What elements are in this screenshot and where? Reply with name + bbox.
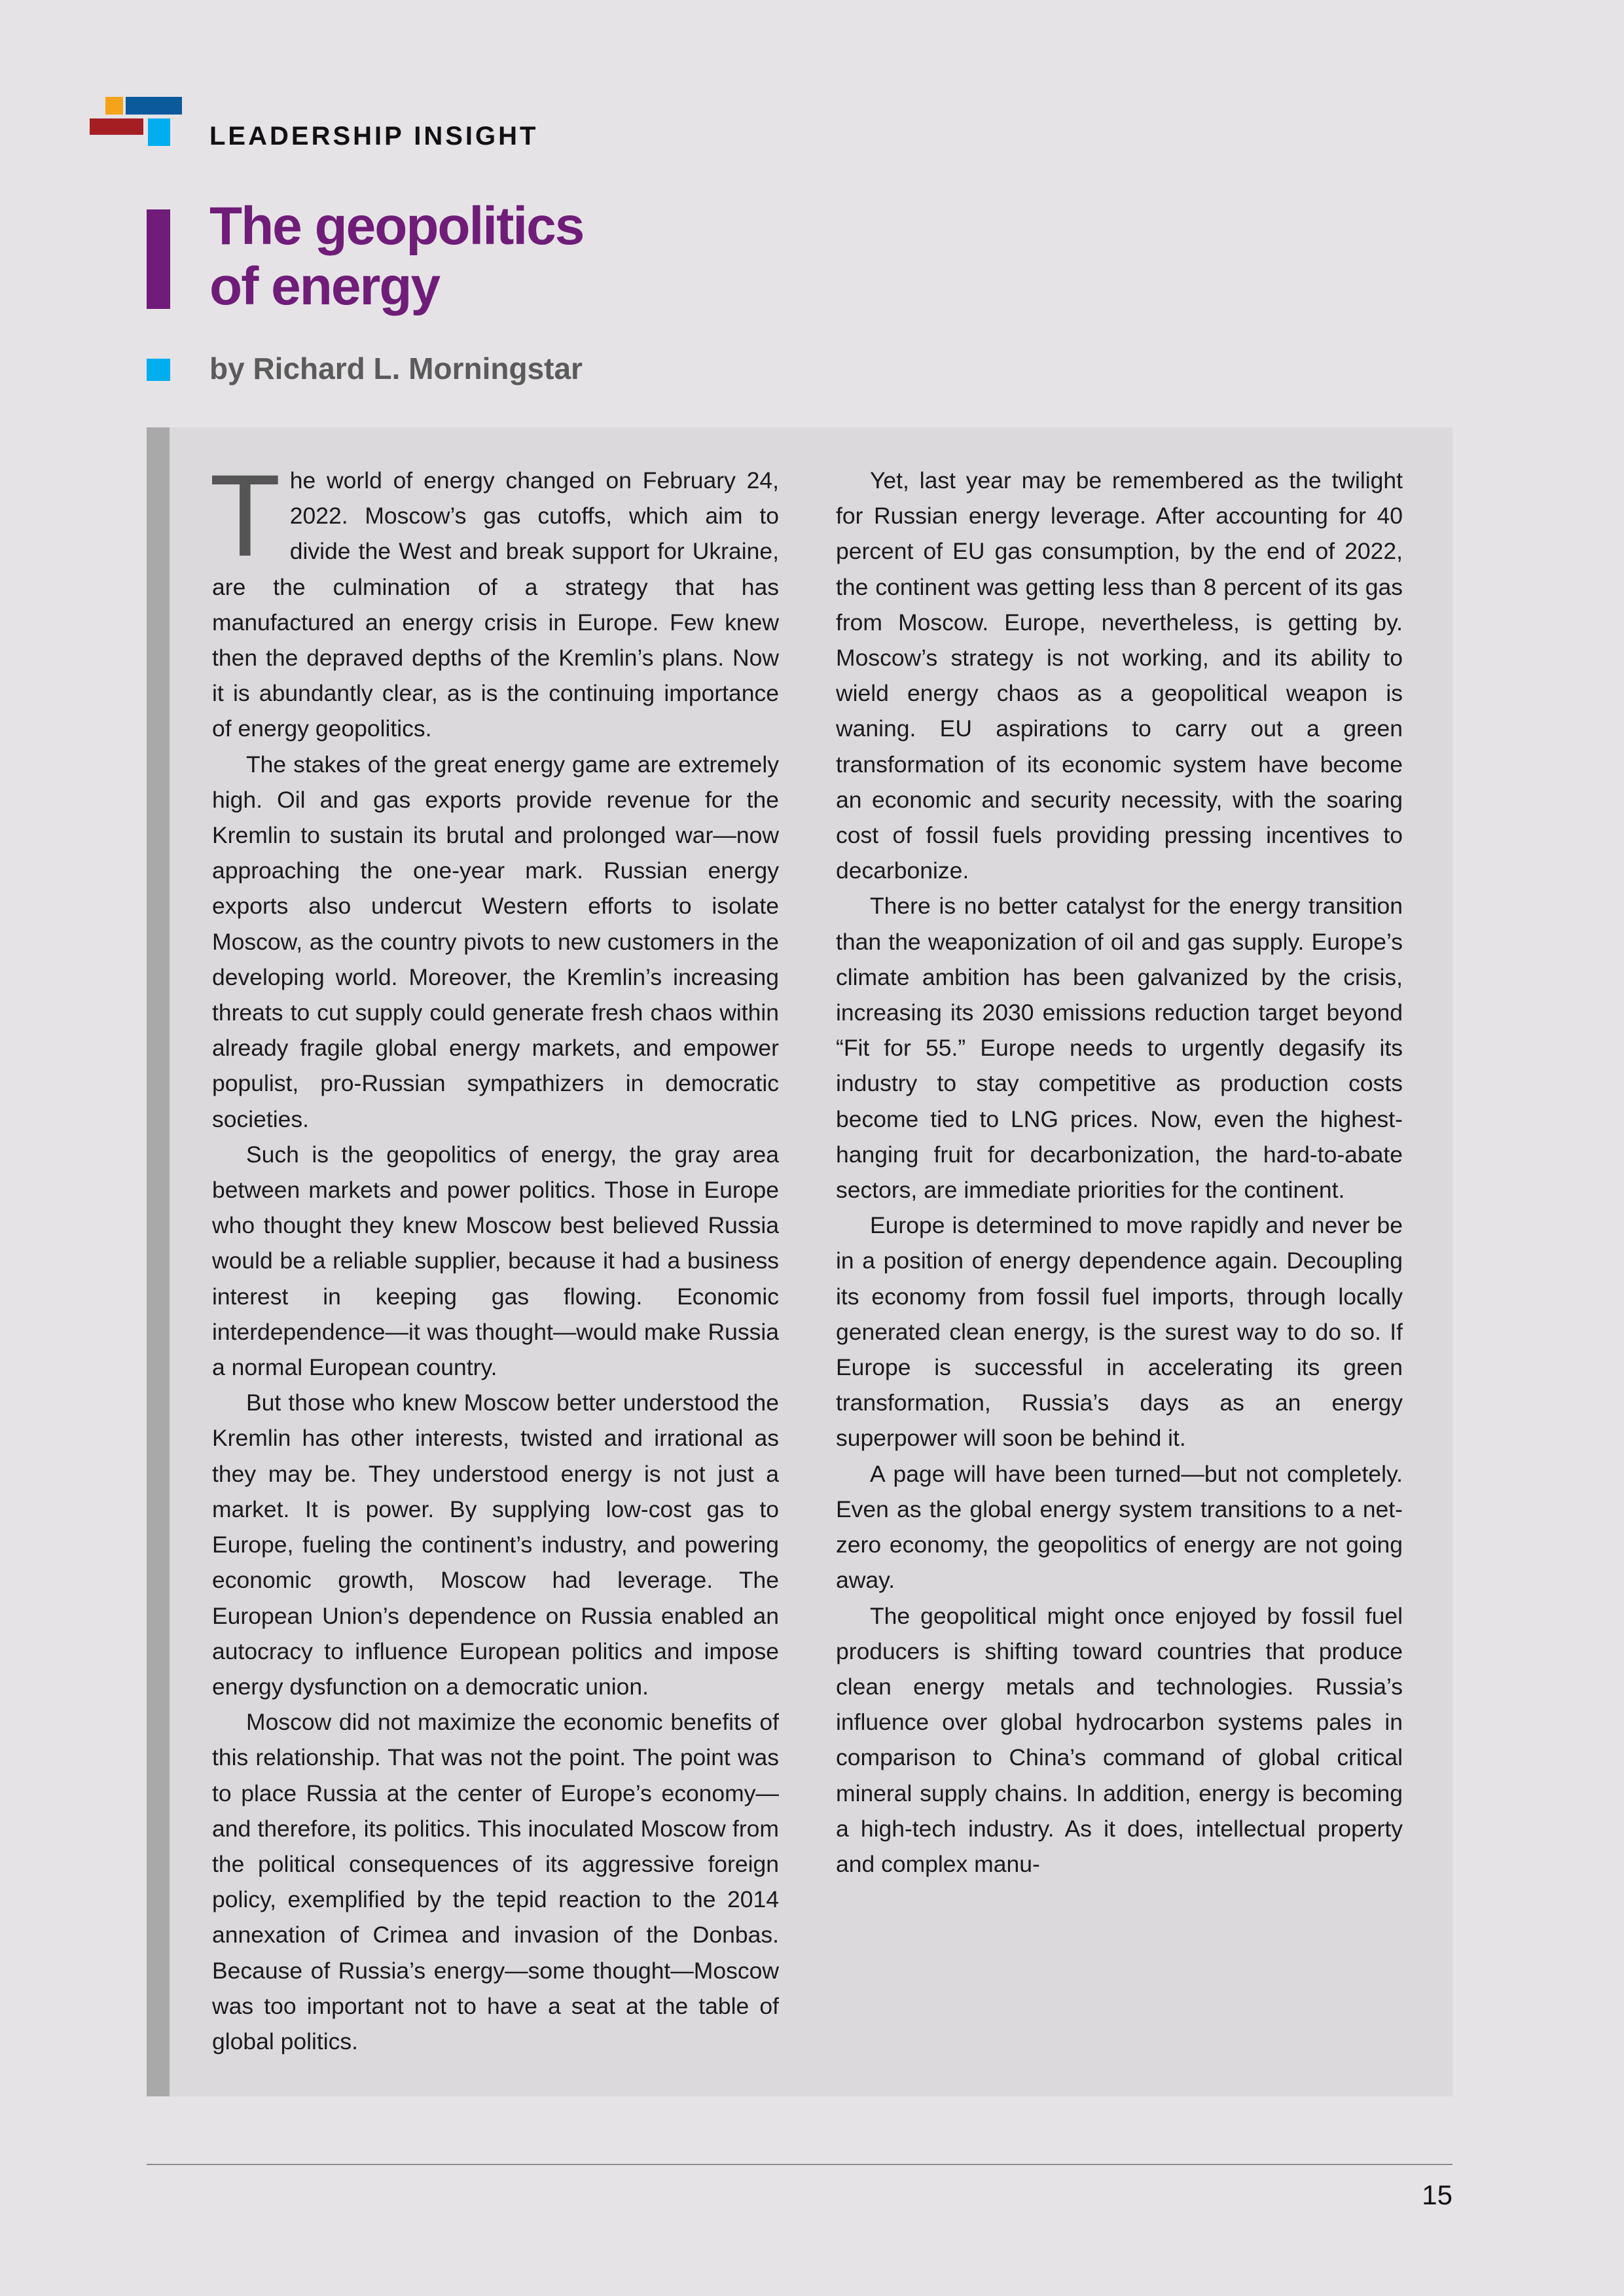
article-body (209, 450, 1403, 2060)
paragraph: There is no better catalyst for the energy transition than the weaponization of oil and gas supply. Europe’s climate ambition has been galvanized by the crisis, increasing its 2030 emissions reduction target beyond “Fit for 55.” Europe needs to urgently degasify its industry to stay competitive as production costs become tied to LNG prices. Now, even the highest-hanging fruit for decarbonization, the hard-to-abate sectors, are immediate priorities for the continent. (836, 893, 1403, 1204)
body-side-bar (147, 427, 170, 2096)
section-kicker: LEADERSHIP INSIGHT (209, 122, 539, 151)
paragraph (209, 450, 779, 747)
footer-rule (147, 2164, 1453, 2165)
paragraph: Yet, last year may be remembered as the twilight for Russian energy leverage. After accounting for 40 percent of EU gas consumption, by the end of 2022, the continent was getting less than 8 percent of its gas from Moscow. Europe, nevertheless, is getting by. Moscow’s strategy is not working, and its ability to wield energy chaos as a geopolitical weapon is waning. EU aspirations to carry out a green transformation of its economic system have become an economic and security necessity, with the soaring cost of fossil fuels providing pressing incentives to decarbonize. (836, 467, 1403, 884)
title-line-1: The geopolitics (209, 196, 584, 256)
paragraph-text: he world of energy changed on February 24, 2022. Moscow’s gas cutoffs, which aim to divide the West and break support for Ukraine, are the culmination of a strategy that has manufactured an energy crisis in Europe. Few knew then the depraved depths of the Kremlin’s plans. Now it is abundantly clear, as is the continuing importance of energy geopolitics. (212, 467, 779, 742)
byline: by Richard L. Morningstar (209, 351, 583, 386)
paragraph: A page will have been turned—but not completely. Even as the global energy system transitions to a net-zero economy, the geopolitics of energy are not going away. (836, 1460, 1403, 1594)
title-line-2: of energy (209, 257, 440, 316)
paragraph: Moscow did not maximize the economic benefits of this relationship. That was not the point. The point was to place Russia at the center of Europe’s economy—and therefore, its politics. This inoculated Moscow from the political consequences of its aggressive foreign policy, exemplified by the tepid reaction to the 2014 annexation of Crimea and invasion of the Donbas. Because of Russia’s energy—some thought—Moscow was too important not to have a seat at the table of global politics. (212, 1709, 779, 2054)
logo-cyan-bar (148, 118, 170, 146)
paragraph: The stakes of the great energy game are extremely high. Oil and gas exports provide revenue for the Kremlin to sustain its brutal and prolonged war—now approaching the one-year mark. Russian energy exports also undercut Western efforts to isolate Moscow, as the country pivots to new customers in the developing world. Moreover, the Kremlin’s increasing threats to cut supply could generate fresh chaos within already fragile global energy markets, and empower populist, pro-Russian sympathizers in democratic societies. (212, 751, 779, 1132)
paragraph: But those who knew Moscow better understood the Kremlin has other interests, twisted and irrational as they may be. They understood energy is not just a market. It is power. By supplying low-cost gas to Europe, fueling the continent’s industry, and powering economic growth, Moscow had leverage. The European Union’s dependence on Russia enabled an autocracy to influence European politics and impose energy dysfunction on a democratic union. (212, 1390, 779, 1700)
drop-cap: T (209, 450, 281, 581)
title-accent-bar (147, 209, 170, 309)
article-body-box (147, 427, 1453, 2096)
article-title (209, 196, 583, 317)
page-number: 15 (1422, 2179, 1453, 2210)
byline-marker (147, 359, 170, 381)
logo-orange-square (105, 97, 123, 115)
paragraph: Such is the geopolitics of energy, the gray area between markets and power politics. Those in Europe who thought they knew Moscow best believed Russia would be a reliable supplier, because it had a business interest in keeping gas flowing. Economic interdependence—it was thought—would make Russia a normal European country. (212, 1141, 779, 1381)
logo-blue-bar (126, 97, 182, 115)
logo-red-bar (90, 118, 143, 135)
paragraph: The geopolitical might once enjoyed by fossil fuel producers is shifting toward countries that produce clean energy metals and technologies. Russia’s influence over global hydrocarbon systems pales in comparison to China’s command of global critical mineral supply chains. In addition, energy is becoming a high-tech industry. As it does, intellectual property and complex manu- (836, 1602, 1403, 1877)
paragraph: Europe is determined to move rapidly and never be in a position of energy dependence again. Decoupling its economy from fossil fuel imports, through locally generated clean energy, is the surest way to do so. If Europe is successful in accelerating its green transformation, Russia’s days as an energy superpower will soon be behind it. (836, 1212, 1403, 1452)
